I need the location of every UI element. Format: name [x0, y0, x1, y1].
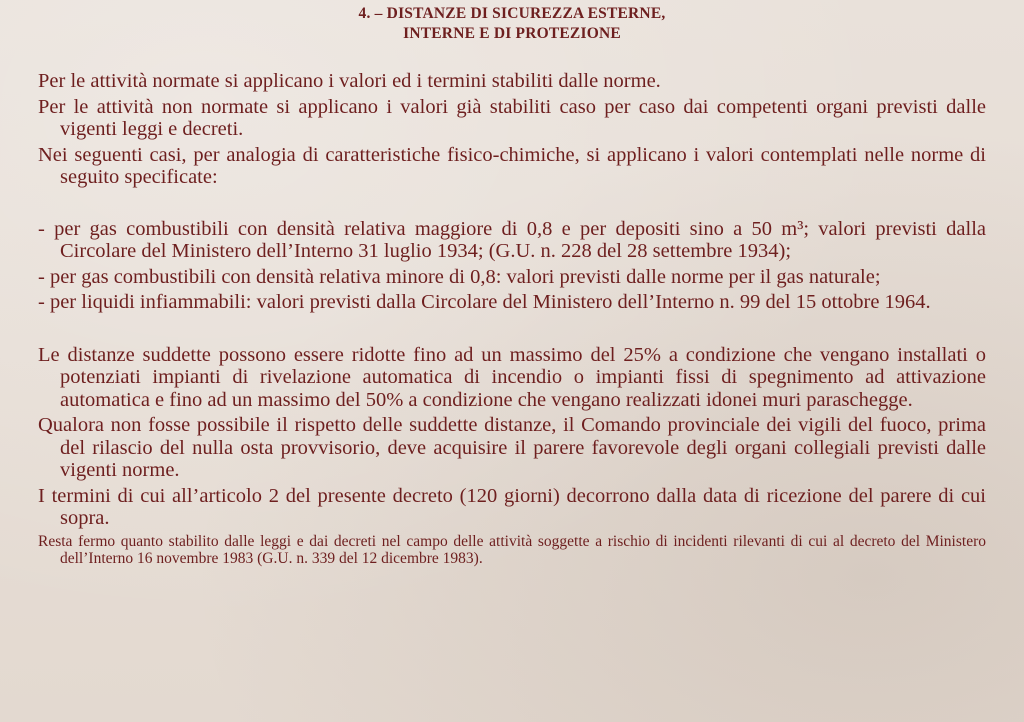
- bullet-liquidi-infiammabili: - per liquidi infiammabili: valori previsti dalla Circolare del Ministero dell’Interno n. 99 del 15 ottobre 1964.: [38, 291, 931, 313]
- intro-paragraph-normate: Per le attività normate si applicano i valori ed i termini stabiliti dalle norme.: [38, 70, 661, 92]
- bullet-gas-densita-maggiore: - per gas combustibili con densità relativa maggiore di 0,8 e per depositi sino a 50 m³; valori previsti dalla Circolare del Ministero dell’Interno 31 luglio 1934; (G.U. n. 228 del 28 settembre 1934);: [38, 217, 986, 262]
- closing-paragraph-riduzione: Le distanze suddette possono essere ridotte fino ad un massimo del 25% a condizione che vengano installati o potenziati impianti di rivelazione automatica di incendio o impianti fissi di spegnimento ad attivazione automatica e fino ad un massimo del 50% a condizione che vengano realizzati idonei muri paraschegge.: [38, 343, 986, 411]
- closing-paragraph-termini: I termini di cui all’articolo 2 del presente decreto (120 giorni) decorrono dalla data di ricezione del parere di cui sopra.: [38, 484, 986, 529]
- section-heading: [0, 4, 1024, 44]
- footnote: Resta fermo quanto stabilito dalle leggi e dai decreti nel campo delle attività soggette a rischio di incidenti rilevanti di cui al decreto del Ministero dell’Interno 16 novembre 1983 (G.U. n. 339 del 12 dicembre 1983).: [38, 532, 986, 567]
- heading-line-1: 4. – DISTANZE DI SICUREZZA ESTERNE,: [358, 5, 666, 22]
- intro-paragraph-non-normate: Per le attività non normate si applicano i valori già stabiliti caso per caso dai competenti organi previsti dalle vigenti leggi e decreti.: [38, 95, 986, 140]
- bullet-gas-densita-minore: - per gas combustibili con densità relativa minore di 0,8: valori previsti dalle norme per il gas naturale;: [38, 265, 881, 288]
- intro-paragraph-analogia: Nei seguenti casi, per analogia di caratteristiche fisico-chimiche, si applicano i valori contemplati nelle norme di seguito specificate:: [38, 143, 986, 188]
- heading-line-2: INTERNE E DI PROTEZIONE: [403, 25, 621, 42]
- closing-paragraph-comando: Qualora non fosse possibile il rispetto delle suddette distanze, il Comando provinciale dei vigili del fuoco, prima del rilascio del nulla osta provvisorio, deve acquisire il parere favorevole degli organi collegiali previsti dalle vigenti norme.: [38, 414, 986, 481]
- document-body: [38, 70, 986, 567]
